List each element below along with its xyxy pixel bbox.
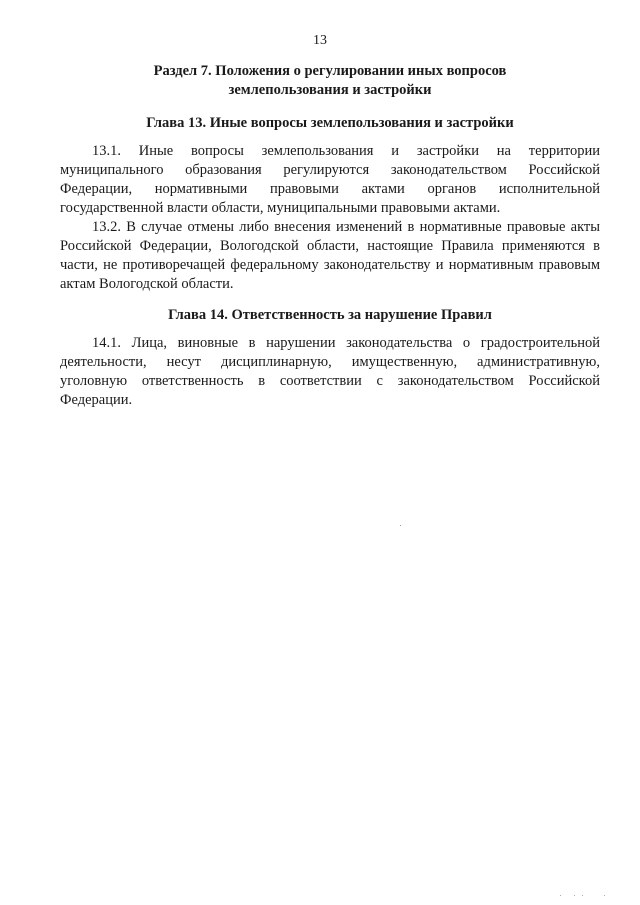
paragraph-14-1: 14.1. Лица, виновные в нарушении законодательства о градостроительной деятельности, несут дисциплинарную, имущественную, административную, уголовную ответственность в соответствии с законодательством Российской Федерации.: [60, 335, 600, 408]
scan-corner-marks: [560, 893, 620, 899]
chapter-13-heading: Глава 13. Иные вопросы землепользования и застройки: [146, 115, 514, 131]
scan-speck: [582, 895, 583, 896]
scan-speck: [560, 895, 561, 896]
paragraph-13-1: 13.1. Иные вопросы землепользования и застройки на территории муниципального образования регулируются законодательством Российской Федерации, нормативными правовыми актами органов исполнительной государственной власти области, муниципальными правовыми актами.: [60, 143, 600, 216]
document-body: [60, 62, 600, 410]
scan-speck: [604, 895, 605, 896]
paragraph-13-2: 13.2. В случае отмены либо внесения изменений в нормативные правовые акты Российской Федерации, Вологодской области, настоящие Правила применяются в части, не противоречащей федеральному законодательству и нормативным правовым актам Вологодской области.: [60, 219, 600, 292]
chapter-14-heading: Глава 14. Ответственность за нарушение Правил: [168, 307, 492, 323]
scan-speck: [400, 525, 401, 526]
scan-speck: [574, 895, 575, 896]
page-number: 13: [313, 33, 327, 48]
section-heading: Раздел 7. Положения о регулировании иных вопросов землепользования и застройки: [153, 63, 507, 98]
